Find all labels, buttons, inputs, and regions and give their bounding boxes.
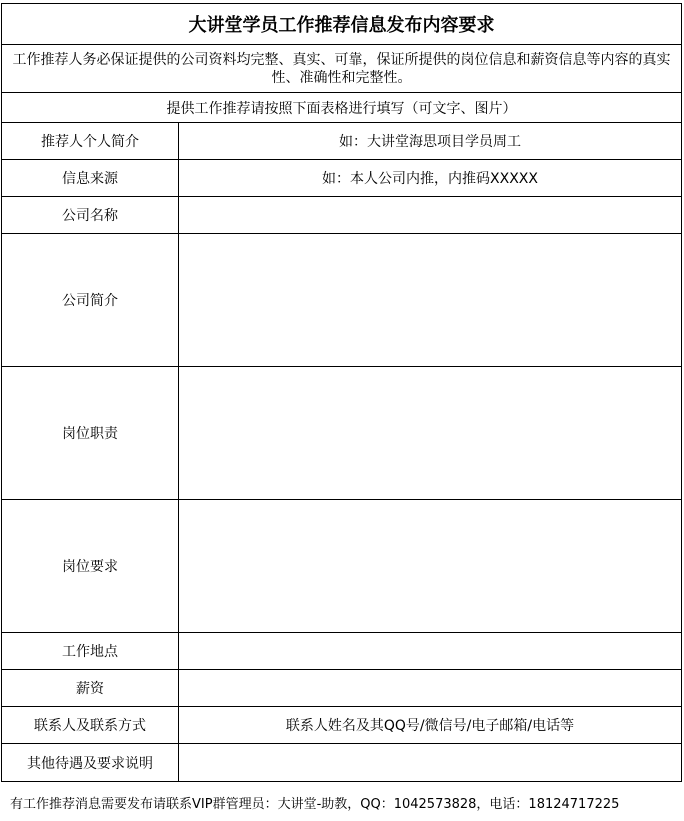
value-company-intro[interactable] bbox=[179, 234, 681, 366]
label-company-name: 公司名称 bbox=[2, 197, 179, 233]
row-contact bbox=[2, 707, 681, 744]
label-recommender-intro: 推荐人个人简介 bbox=[2, 123, 179, 159]
row-info-source bbox=[2, 160, 681, 197]
label-work-location: 工作地点 bbox=[2, 633, 179, 669]
value-recommender-intro[interactable]: 如：大讲堂海思项目学员周工 bbox=[339, 134, 521, 150]
notice-text: 工作推荐人务必保证提供的公司资料均完整、真实、可靠，保证所提供的岗位信息和薪资信息等内容的真实性、准确性和完整性。 bbox=[2, 45, 681, 93]
footer-contact-note: 有工作推荐消息需要发布请联系VIP群管理员：大讲堂-助教，QQ：1042573828，电话：18124717225 bbox=[10, 797, 620, 812]
row-job-duties bbox=[2, 367, 681, 500]
label-job-duties: 岗位职责 bbox=[2, 367, 179, 499]
row-company-intro bbox=[2, 234, 681, 367]
value-job-requirements[interactable] bbox=[179, 500, 681, 632]
label-other-benefits: 其他待遇及要求说明 bbox=[2, 744, 179, 782]
value-other-benefits[interactable] bbox=[179, 744, 681, 782]
value-work-location[interactable] bbox=[179, 633, 681, 669]
value-info-source[interactable]: 如：本人公司内推，内推码XXXXX bbox=[322, 171, 538, 187]
recommendation-form bbox=[1, 3, 682, 782]
label-contact: 联系人及联系方式 bbox=[2, 707, 179, 743]
form-title: 大讲堂学员工作推荐信息发布内容要求 bbox=[2, 4, 681, 45]
label-info-source: 信息来源 bbox=[2, 160, 179, 196]
value-contact[interactable]: 联系人姓名及其QQ号/微信号/电子邮箱/电话等 bbox=[285, 718, 575, 734]
instruction-text: 提供工作推荐请按照下面表格进行填写（可文字、图片） bbox=[2, 93, 681, 123]
label-salary: 薪资 bbox=[2, 670, 179, 706]
row-work-location bbox=[2, 633, 681, 670]
row-company-name bbox=[2, 197, 681, 234]
row-other-benefits bbox=[2, 744, 681, 782]
row-salary bbox=[2, 670, 681, 707]
form-table bbox=[2, 123, 681, 781]
value-company-name[interactable] bbox=[179, 197, 681, 233]
label-company-intro: 公司简介 bbox=[2, 234, 179, 366]
row-job-requirements bbox=[2, 500, 681, 633]
row-recommender-intro bbox=[2, 123, 681, 160]
label-job-requirements: 岗位要求 bbox=[2, 500, 179, 632]
value-salary[interactable] bbox=[179, 670, 681, 706]
value-job-duties[interactable] bbox=[179, 367, 681, 499]
